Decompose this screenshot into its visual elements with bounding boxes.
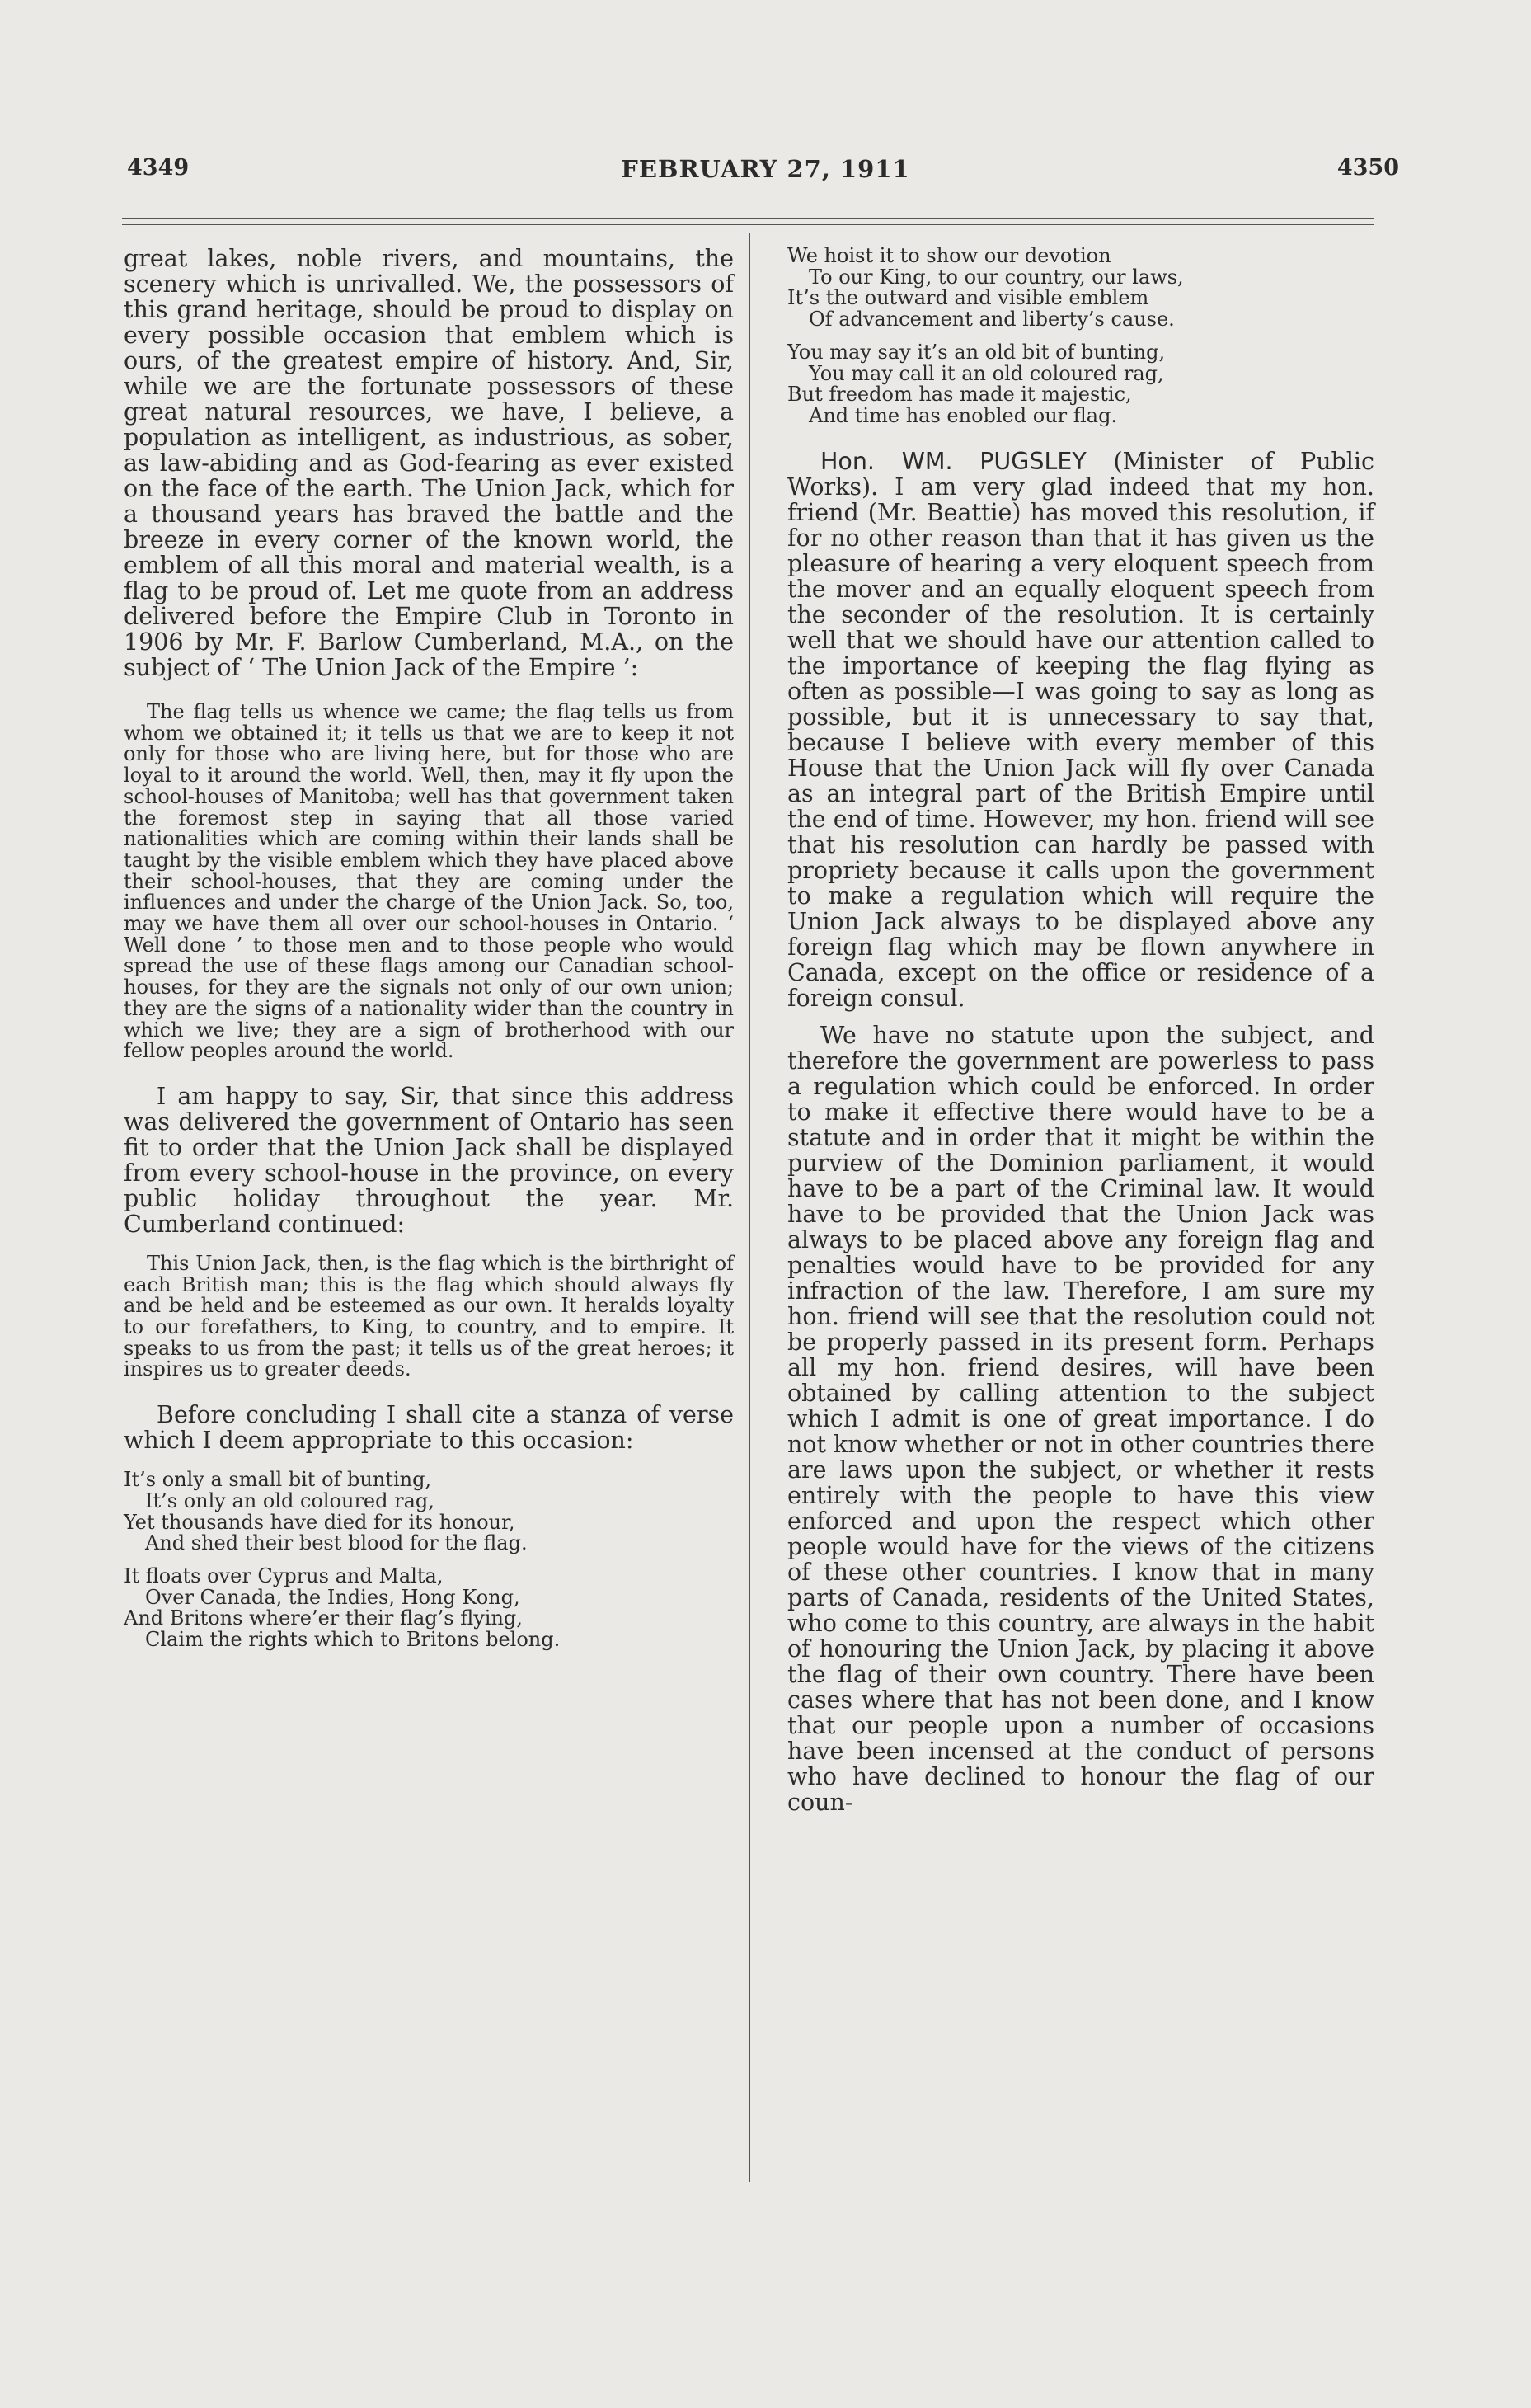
left-verse-2 [124,1566,734,1651]
right-paragraph-1 [787,449,1374,1011]
page-number-right: 4350 [1336,155,1399,181]
verse-line: Yet thousands have died for its honour, [124,1510,515,1534]
speaker-name: Hon. WM. PUGSLEY [820,447,1087,475]
page-date: FEBRUARY 27, 1911 [621,155,910,183]
verse-line: We hoist it to show our devotion [787,244,1111,267]
page-header [0,155,1531,196]
right-verse-2 [787,342,1374,427]
verse-line: But freedom has made it majestic, [787,383,1132,407]
verse-line: Claim the rights which to Britons belong. [145,1628,561,1652]
verse-line: Of advancement and liberty’s cause. [809,308,1175,332]
right-column [787,246,1374,1815]
header-rule-top [122,218,1374,219]
right-verse-1 [787,246,1374,331]
right-paragraph-2: We have no statute upon the subject, and therefore the government are powerless to pass a regulation which could be enforced. In order to make it effective there would have to be a statute and in order that it might be within the purview of the Dominion parliament, it would have to be a part of the Criminal law. It would have to be provided that the Union Jack was always to be placed above any foreign flag and penalties would have to be provided for any infraction of the law. Therefore, I am sure my hon. friend will see that the resolution could not be properly passed in its present form. Perhaps all my hon. friend desires, will have been obtained by calling attention to the subject which I admit is one of great importance. I do not know whether or not in other countries there are laws upon the subject, or whether it rests entirely with the people to have this view enforced and upon the respect which other people would have for the views of the citizens of these other countries. I know that in many parts of Canada, residents of the United States, who come to this country, are always in the habit of honouring the Union Jack, by placing it above the flag of their own country. There have been cases where that has not been done, and I know that our people upon a number of occasions have been incensed at the conduct of persons who have declined to honour the flag of our coun- [787,1021,1374,1816]
right-paragraph-1-text: (Minister of Public Works). I am very glad indeed that my hon. friend (Mr. Beattie) has moved this resolution, if for no other reason than that it has given us the pleasure of hearing a very eloquent speech from the mover and an equally eloquent speech from the seconder of the resolution. It is certainly well that we should have our attention called to the importance of keeping the flag flying as often as possible—I was going to say as long as possible, but it is unnecessary to say that, because I believe with every member of this House that the Union Jack will fly over Canada as an integral part of the British Empire until the end of time. However, my hon. friend will see that his resolution can hardly be passed with propriety because it calls upon the government to make a regulation which will require the Union Jack always to be displayed above any foreign flag which may be flown anywhere in Canada, except on the office or residence of a foreign consul. [787,447,1374,1012]
column-divider [749,233,750,2182]
verse-line: It’s the outward and visible emblem [787,286,1149,310]
verse-line: You may say it’s an old bit of bunting, [787,340,1166,364]
page-number-left: 4349 [127,155,190,181]
left-quote-2: This Union Jack, then, is the flag which is the birthright of each British man; this is the flag which should always fly and be held and be esteemed as our own. It heralds loyalty to our forefathers, to King, to country, and to empire. It speaks to us from the past; it tells us of the great heroes; it inspires us to greater deeds. [124,1251,734,1381]
left-paragraph-1: great lakes, noble rivers, and mountains, the scenery which is unrivalled. We, the possessors of this grand heritage, should be proud to display on every possible occasion that emblem which is ours, of the greatest empire of history. And, Sir, while we are the fortunate possessors of these great natural resources, we have, I believe, a population as intelligent, as industrious, as sober, as law-abiding and as God-fearing as ever existed on the face of the earth. The Union Jack, which for a thousand years has braved the battle and the breeze in every corner of the known world, the emblem of all this moral and material wealth, is a flag to be proud of. Let me quote from an address delivered before the Empire Club in Toronto in 1906 by Mr. F. Barlow Cumberland, M.A., on the subject of ‘ The Union Jack of the Empire ’: [124,245,734,681]
verse-line: You may call it an old coloured rag, [809,361,1164,385]
verse-line: To our King, to our country, our laws, [809,265,1184,289]
verse-line: It’s only a small bit of bunting, [124,1468,432,1492]
verse-line: It’s only an old coloured rag, [145,1489,434,1512]
left-paragraph-2: I am happy to say, Sir, that since this address was delivered the government of Ontario has seen fit to order that the Union Jack shall be displayed from every school-house in the province, on every public holiday throughout the year. Mr. Cumberland continued: [124,1082,734,1238]
left-verse-1 [124,1470,734,1554]
left-paragraph-3: Before concluding I shall cite a stanza of verse which I deem appropriate to this occasion: [124,1401,734,1455]
left-quote-1: The flag tells us whence we came; the flag tells us from whom we obtained it; it tells us that we are to keep it not only for those who are living here, but for those who are loyal to it around the world. Well, then, may it fly upon the school-houses of Manitoba; well has that government taken the foremost step in saying that all those varied nationalities which are coming within their lands shall be taught by the visible emblem which they have placed above their school-houses, that they are coming under the influences and under the charge of the Union Jack. So, too, may we have them all over our school-houses in Ontario. ‘ Well done ’ to those men and to those people who would spread the use of these flags among our Canadian school-houses, for they are the signals not only of our own union; they are the signs of a nationality wider than the country in which we live; they are a sign of brotherhood with our fellow peoples around the world. [124,700,734,1063]
header-rule-bottom [122,224,1374,225]
verse-line: Over Canada, the Indies, Hong Kong, [145,1585,520,1609]
verse-line: And time has enobled our flag. [809,403,1118,427]
verse-line: It floats over Cyprus and Malta, [124,1564,444,1587]
left-column [124,246,734,1651]
verse-line: And shed their best blood for the flag. [145,1531,528,1555]
verse-line: And Britons where’er their flag’s flying, [124,1606,523,1630]
